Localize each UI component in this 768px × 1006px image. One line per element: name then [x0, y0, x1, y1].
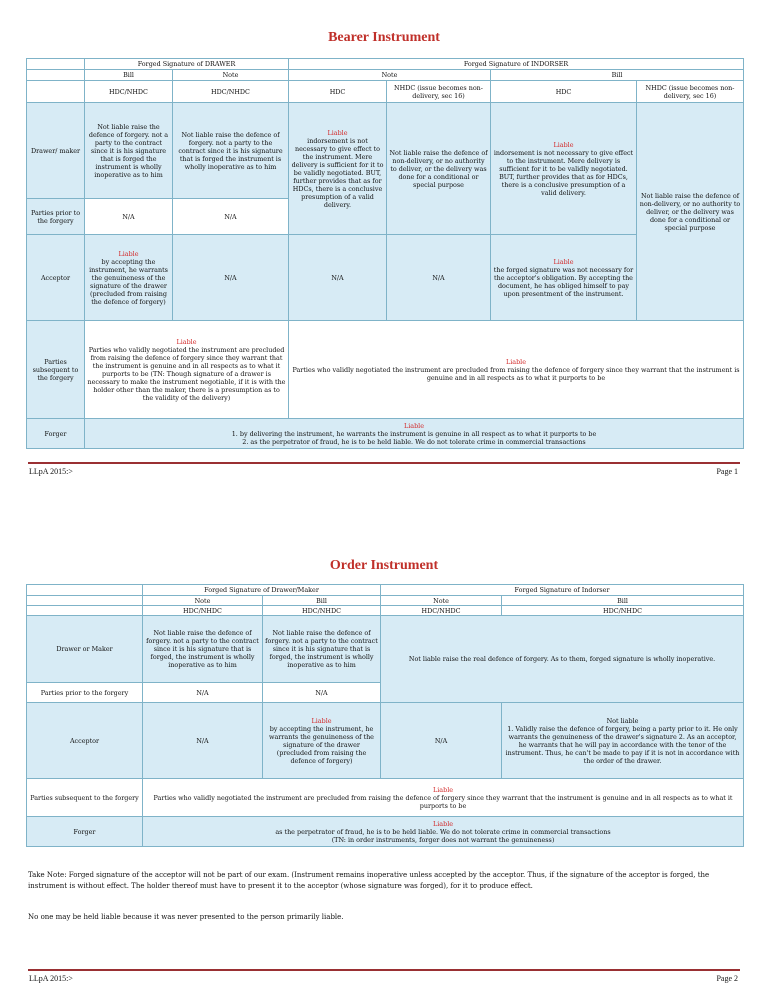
header-forged-indorser: Forged Signature of INDORSER — [289, 59, 744, 70]
header-hdc-nhdc: HDC/NHDC — [263, 606, 381, 616]
liable-label: Liable — [176, 337, 197, 346]
liable-label: Liable — [433, 819, 454, 828]
cell-text: Parties who validly negotiated the instrument are precluded from raising the defence of forgery since they warrant that the instrument is genuine and in all respects as to what it purports to be (TN: Though signature of a drawer is necessary to make the instrument negotiable, if it is with the holder other than the maker, there is a presumption as to the validity of the delivery) — [87, 345, 286, 402]
cell-acceptor-ind-note: N/A — [381, 703, 502, 779]
bearer-instrument-table — [26, 58, 744, 449]
header-hdc: HDC — [491, 81, 637, 103]
row-label-prior: Parties prior to the forgery — [27, 199, 85, 235]
header-bill-indorser: Bill — [491, 70, 744, 81]
row-label-drawer: Drawer or Maker — [27, 616, 143, 683]
cell-drawer-indorser: Not liable raise the real defence of forgery. As to them, forged signature is wholly inoperative. — [381, 616, 744, 703]
cell-prior-note: N/A — [173, 199, 289, 235]
row-label-subsequent: Parties subsequent to the forgery — [27, 321, 85, 419]
header-forged-drawer: Forged Signature of Drawer/Maker — [143, 585, 381, 596]
cell-text: Parties who validly negotiated the instrument are precluded from raising the defence of forgery since they warrant that the instrument is genuine and in all respects as to what it purports to be — [153, 793, 733, 810]
liable-label: Liable — [311, 716, 332, 725]
cell-prior-note: N/A — [143, 683, 263, 703]
page-number: Page 2 — [716, 974, 738, 983]
footer-left: LLpA 2015:> — [29, 974, 73, 983]
cell-drawer-note: Not liable raise the defence of forgery. not a party to the contract since it is his signature that is forged, the instrument is wholly inoperative as to him — [143, 616, 263, 683]
forger-note: (TN: in order instruments, forger does not warrant the genuineness) — [331, 835, 555, 844]
footer-left: LLpA 2015:> — [29, 467, 73, 476]
header-note-indorser: Note — [289, 70, 491, 81]
page-number: Page 1 — [716, 467, 738, 476]
cell-text: Parties who validly negotiated the instrument are precluded from raising the defence of forgery since they warrant that the instrument is genuine and in all respects as to what it purports to be — [292, 365, 740, 382]
cell-subsequent-indorser — [289, 321, 744, 419]
header-hdc: HDC — [289, 81, 387, 103]
header-hdc-nhdc: HDC/NHDC — [143, 606, 263, 616]
header-hdc-nhdc: HDC/NHDC — [381, 606, 502, 616]
cell-indorser-bill-nhdc: Not liable raise the defence of non-delivery, or no authority to deliver, or the delivery was done for a conditional or special purpose — [637, 103, 744, 321]
row-label-acceptor: Acceptor — [27, 703, 143, 779]
page-footer — [28, 969, 740, 986]
header-hdc-nhdc: HDC/NHDC — [173, 81, 289, 103]
liable-label: Liable — [553, 257, 574, 266]
cell-text: by accepting the instrument, he warrants the genuineness of the signature of the drawer (precluded from raising the defence of forgery) — [269, 724, 374, 765]
page-title: Bearer Instrument — [328, 30, 440, 45]
liable-label: Liable — [553, 140, 574, 149]
row-label-forger: Forger — [27, 817, 143, 847]
forger-line-1: 1. by delivering the instrument, he warrants the instrument is genuine in all respect as to what it purports to be — [231, 429, 597, 438]
cell-acceptor-ind-bill — [502, 703, 744, 779]
page-title: Order Instrument — [329, 558, 439, 573]
cell-prior-bill: N/A — [263, 683, 381, 703]
cell-forger — [85, 419, 744, 449]
header-bill: Bill — [85, 70, 173, 81]
cell-acceptor-bill — [85, 235, 173, 321]
not-liable-label: Not liable — [606, 716, 639, 725]
liable-label: Liable — [327, 128, 348, 137]
liable-label: Liable — [403, 421, 424, 430]
header-note: Note — [173, 70, 289, 81]
forger-line-2: 2. as the perpetrator of fraud, he is to be held liable. We do not tolerate crime in commercial transactions — [242, 437, 586, 446]
header-nhdc: NHDC (issue becomes non-delivery, sec 16) — [637, 81, 744, 103]
header-note-indorser: Note — [381, 596, 502, 606]
row-label-prior: Parties prior to the forgery — [27, 683, 143, 703]
cell-drawer-note: Not liable raise the defence of forgery. not a party to the contract since it is his signature that is forged the instrument is wholly inoperative as to him — [173, 103, 289, 199]
cell-text: by accepting the instrument, he warrants the genuineness of the signature of the drawer (precluded from raising the defence of forgery) — [89, 257, 168, 306]
cell-indorser-note-hdc — [289, 103, 387, 235]
cell-subsequent-drawer — [85, 321, 289, 419]
header-bill: Bill — [263, 596, 381, 606]
order-instrument-table — [26, 584, 744, 847]
cell-acceptor-ind-note-nhdc: N/A — [387, 235, 491, 321]
header-hdc-nhdc: HDC/NHDC — [502, 606, 744, 616]
liable-label: Liable — [505, 357, 526, 366]
cell-indorser-bill-hdc — [491, 103, 637, 235]
cell-drawer-bill: Not liable raise the defence of forgery. not a party to the contract since it is his signature that is forged, the instrument is wholly inoperative as to him — [263, 616, 381, 683]
liable-label: Liable — [118, 249, 139, 258]
row-label-forger: Forger — [27, 419, 85, 449]
cell-text: the forged signature was not necessary for the acceptor's obligation. By accepting the document, he has obliged himself to pay upon presentment of the instrument. — [493, 265, 634, 298]
cell-text: indorsement is not necessary to give effect to the instrument. Mere delivery is sufficient for it to be validly negotiated. BUT, further provides that as for HDCs, there is a conclusive presumption of a valid delivery. — [493, 148, 634, 197]
cell-forger — [143, 817, 744, 847]
header-note: Note — [143, 596, 263, 606]
cell-acceptor-ind-note-hdc: N/A — [289, 235, 387, 321]
page-footer — [28, 462, 740, 479]
cell-acceptor-ind-bill — [491, 235, 637, 321]
cell-text: indorsement is not necessary to give effect to the instrument. Mere delivery is sufficient for it to be validly negotiated. BUT, further provides that as for HDCs, there is a conclusive presumption of a valid delivery. — [291, 136, 384, 209]
take-note-paragraph: Take Note: Forged signature of the acceptor will not be part of our exam. (Instrument remains inoperative unless accepted by the acceptor. Thus, if the signature of the acceptor is forged, the instrument is without effect. The holder thereof must have to present it to the acceptor (whose signature was forged), for it to produce effect. — [28, 871, 710, 890]
cell-acceptor-note: N/A — [173, 235, 289, 321]
closing-paragraph: No one may be held liable because it was never presented to the person primarily liable. — [28, 913, 344, 921]
cell-subsequent — [143, 779, 744, 817]
header-bill-indorser: Bill — [502, 596, 744, 606]
cell-text: as the perpetrator of fraud, he is to be held liable. We do not tolerate crime in commercial transactions — [275, 827, 611, 836]
cell-drawer-bill: Not liable raise the defence of forgery. not a party to the contract since it is his signature that is forged the instrument is wholly inoperative as to him — [85, 103, 173, 199]
cell-acceptor-bill — [263, 703, 381, 779]
cell-indorser-note-nhdc: Not liable raise the defence of non-delivery, or no authority to deliver, or the delivery was done for a conditional or special purpose — [387, 103, 491, 235]
header-nhdc: NHDC (issue becomes non-delivery, sec 16) — [387, 81, 491, 103]
row-label-subsequent: Parties subsequent to the forgery — [27, 779, 143, 817]
header-forged-drawer: Forged Signature of DRAWER — [85, 59, 289, 70]
cell-prior-bill: N/A — [85, 199, 173, 235]
header-hdc-nhdc: HDC/NHDC — [85, 81, 173, 103]
liable-label: Liable — [433, 785, 454, 794]
cell-acceptor-note: N/A — [143, 703, 263, 779]
cell-text: 1. Validly raise the defence of forgery, being a party prior to it. He only warrants the genuineness of the drawer's signature 2. As an acceptor, he warrants that he will pay in accordance with the tenor of the instrument. Thus, he can't be made to pay if it is not in accordance with the order of the drawer. — [505, 724, 740, 765]
row-label-acceptor: Acceptor — [27, 235, 85, 321]
header-forged-indorser: Forged Signature of Indorser — [381, 585, 744, 596]
row-label-drawer: Drawer/ maker — [27, 103, 85, 199]
